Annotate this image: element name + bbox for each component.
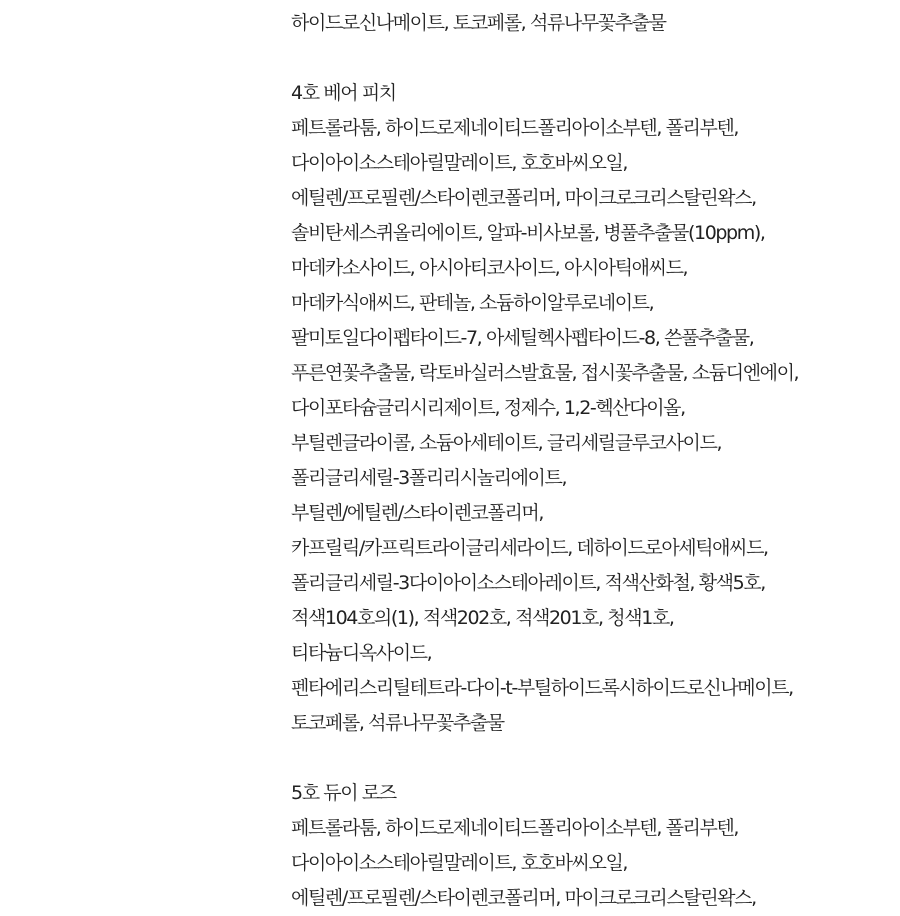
ingredient-line: 페트롤라툼, 하이드로제네이티드폴리아이소부텐, 폴리부텐,: [291, 817, 739, 839]
ingredient-line: 팔미토일다이펩타이드-7, 아세틸헥사펩타이드-8, 쓴풀추출물,: [291, 327, 754, 349]
section-spacer: [291, 41, 891, 76]
ingredient-line: 푸른연꽃추출물, 락토바실러스발효물, 접시꽃추출물, 소듐디엔에이,: [291, 362, 799, 384]
section-shade-4: [291, 76, 891, 741]
ingredient-line: 다이아이소스테아릴말레이트, 호호바씨오일,: [291, 852, 628, 874]
section-previous-shade-tail: [291, 6, 891, 41]
ingredient-line: 적색104호의(1), 적색202호, 적색201호, 청색1호,: [291, 607, 674, 629]
ingredient-line: 카프릴릭/카프릭트라이글리세라이드, 데하이드로아세틱애씨드,: [291, 537, 768, 559]
ingredient-line: 페트롤라툼, 하이드로제네이티드폴리아이소부텐, 폴리부텐,: [291, 117, 739, 139]
ingredient-line: 다이아이소스테아릴말레이트, 호호바씨오일,: [291, 152, 628, 174]
ingredient-line: 솔비탄세스퀴올리에이트, 알파-비사보롤, 병풀추출물(10ppm),: [291, 222, 765, 244]
section-spacer: [291, 741, 891, 776]
ingredient-line: 폴리글리세릴-3폴리리시놀리에이트,: [291, 467, 567, 489]
ingredient-line: 에틸렌/프로필렌/스타이렌코폴리머, 마이크로크리스탈린왁스,: [291, 887, 756, 909]
ingredient-line: 티타늄디옥사이드,: [291, 642, 432, 664]
ingredient-line: 부틸렌/에틸렌/스타이렌코폴리머,: [291, 502, 543, 524]
ingredient-line: 부틸렌글라이콜, 소듐아세테이트, 글리세릴글루코사이드,: [291, 432, 722, 454]
shade-title: 5호 듀이 로즈: [291, 782, 396, 804]
ingredient-line: 다이포타슘글리시리제이트, 정제수, 1,2-헥산다이올,: [291, 397, 685, 419]
ingredient-line: 하이드로신나메이트, 토코페롤, 석류나무꽃추출물: [291, 12, 666, 34]
ingredient-line: 마데카식애씨드, 판테놀, 소듐하이알루로네이트,: [291, 292, 654, 314]
section-shade-5: [291, 776, 891, 916]
ingredient-line: 폴리글리세릴-3다이아이소스테아레이트, 적색산화철, 황색5호,: [291, 572, 765, 594]
shade-title: 4호 베어 피치: [291, 82, 396, 104]
ingredient-line: 토코페롤, 석류나무꽃추출물: [291, 712, 504, 734]
ingredient-line: 에틸렌/프로필렌/스타이렌코폴리머, 마이크로크리스탈린왁스,: [291, 187, 756, 209]
ingredient-line: 펜타에리스리틸테트라-다이-t-부틸하이드록시하이드로신나메이트,: [291, 677, 793, 699]
ingredient-line: 마데카소사이드, 아시아티코사이드, 아시아틱애씨드,: [291, 257, 688, 279]
ingredients-document: [291, 6, 891, 916]
